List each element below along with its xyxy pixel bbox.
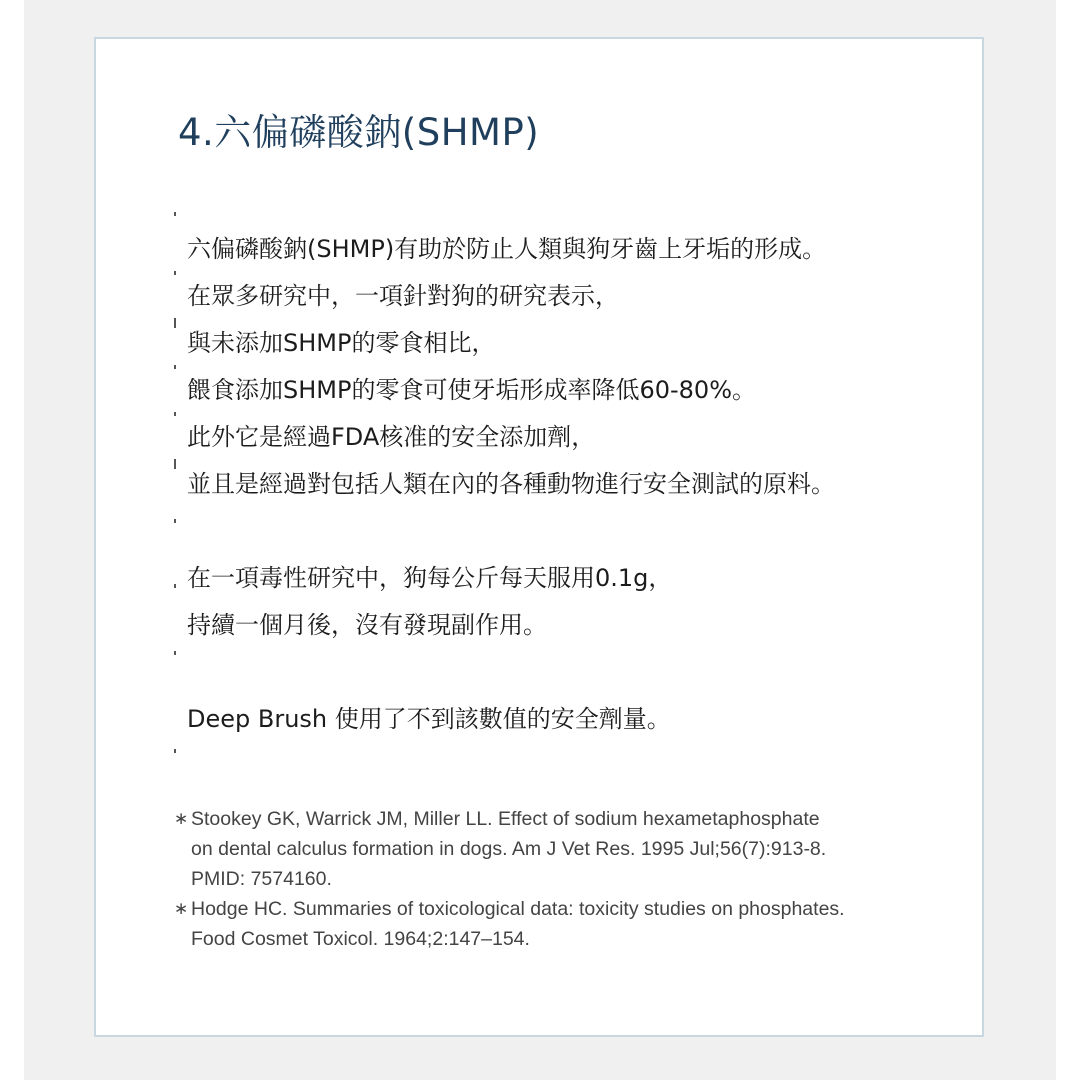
reference-marker: ∗: [174, 809, 189, 828]
margin-tick: [174, 584, 176, 588]
margin-tick: [174, 318, 176, 328]
body-line: 與未添加SHMP的零食相比，: [187, 329, 496, 357]
margin-tick: [174, 271, 176, 275]
reference-marker: ∗: [174, 899, 189, 918]
reference-item: [174, 894, 845, 954]
body-line: 在眾多研究中，一項針對狗的研究表示，: [187, 282, 619, 310]
margin-tick: [174, 459, 176, 469]
margin-tick: [174, 412, 176, 416]
section-title: 4.六偏磷酸鈉(SHMP): [178, 111, 540, 154]
body-line: 此外它是經過FDA核准的安全添加劑，: [187, 423, 596, 451]
margin-tick: [174, 651, 176, 655]
body-line: 並且是經過對包括人類在內的各種動物進行安全測試的原料。: [187, 470, 835, 498]
margin-tick: [174, 519, 176, 523]
reference-line: Food Cosmet Toxicol. 1964;2:147–154.: [191, 928, 530, 950]
margin-tick: [174, 365, 176, 369]
body-line: 餵食添加SHMP的零食可使牙垢形成率降低60-80%。: [187, 376, 757, 404]
body-line: 持續一個月後，沒有發現副作用。: [187, 611, 547, 639]
body-line: 在一項毒性研究中，狗每公斤每天服用0.1g，: [187, 564, 673, 592]
body-line: Deep Brush 使用了不到該數值的安全劑量。: [187, 705, 671, 733]
margin-tick: [174, 749, 176, 753]
reference-line: Hodge HC. Summaries of toxicological data: toxicity studies on phosphates.: [191, 898, 845, 920]
reference-item: [174, 804, 826, 894]
margin-tick: [174, 212, 176, 216]
reference-line: Stookey GK, Warrick JM, Miller LL. Effect of sodium hexametaphosphate: [191, 808, 820, 830]
body-line: 六偏磷酸鈉(SHMP)有助於防止人類與狗牙齒上牙垢的形成。: [187, 235, 827, 263]
reference-line: PMID: 7574160.: [191, 868, 332, 890]
content-card: [94, 37, 984, 1037]
reference-line: on dental calculus formation in dogs. Am J Vet Res. 1995 Jul;56(7):913-8.: [191, 838, 827, 860]
